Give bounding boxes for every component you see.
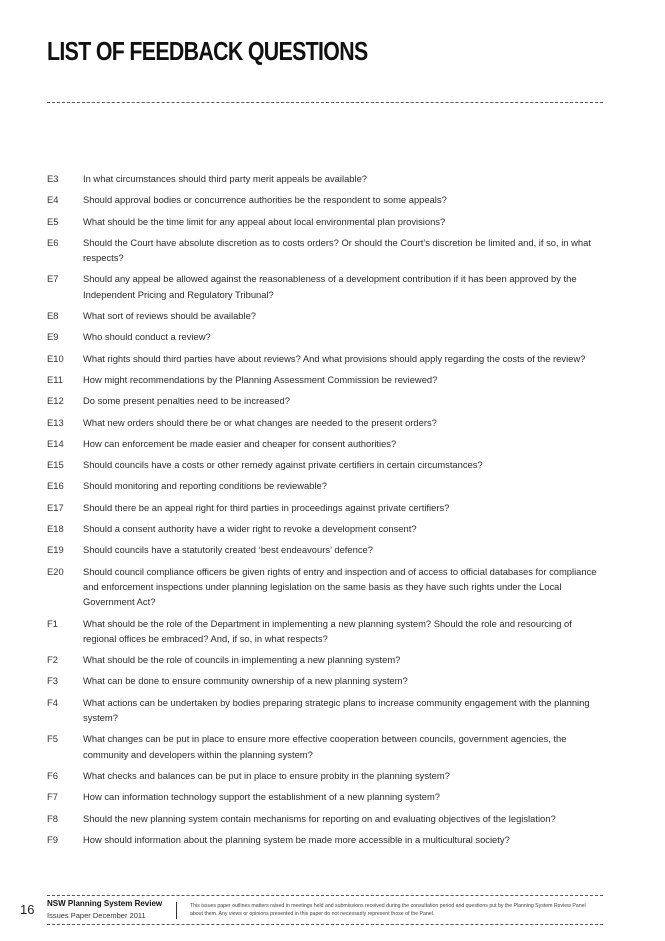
question-code: F5 xyxy=(47,733,58,745)
question-text: Do some present penalties need to be increased? xyxy=(83,395,290,407)
question-text: Should the new planning system contain mechanisms for reporting on and evaluating objectives of the legislation? xyxy=(83,812,556,824)
question-text: How might recommendations by the Planning Assessment Commission be reviewed? xyxy=(83,373,438,385)
question-item xyxy=(47,521,603,536)
question-code: E20 xyxy=(47,565,64,577)
question-item xyxy=(47,235,603,266)
question-item xyxy=(47,478,603,493)
question-list xyxy=(47,171,603,853)
question-text: What sort of reviews should be available? xyxy=(83,310,257,322)
question-text: Should any appeal be allowed against the reasonableness of a development contribution if it has been approved by the Independent Pricing and Regulatory Tribunal? xyxy=(83,273,577,300)
question-text: Should councils have a statutorily created ‘best endeavours’ defence? xyxy=(83,544,373,556)
question-text: What changes can be put in place to ensure more effective cooperation between councils, government agencies, the community and developers within the planning system? xyxy=(83,733,567,760)
question-text: In what circumstances should third party merit appeals be available? xyxy=(83,173,368,184)
question-item xyxy=(47,500,603,515)
question-text: Should councils have a costs or other remedy against private certifiers in certain circumstances? xyxy=(83,459,483,471)
question-text: Should approval bodies or concurrence authorities be the respondent to some appeals? xyxy=(83,194,447,206)
question-code: E15 xyxy=(47,459,64,471)
page-title: LIST OF FEEDBACK QUESTIONS xyxy=(47,36,368,66)
question-text: How can information technology support the establishment of a new planning system? xyxy=(83,791,440,803)
question-text: How can enforcement be made easier and cheaper for consent authorities? xyxy=(83,437,397,449)
question-text: Should the Court have absolute discretion as to costs orders? Or should the Court’s discretion be limited and, if so, in what respects? xyxy=(83,236,591,264)
question-code: E8 xyxy=(47,310,59,322)
question-item xyxy=(47,768,603,783)
question-item xyxy=(47,832,603,847)
question-code: F2 xyxy=(47,654,58,666)
question-code: F3 xyxy=(47,675,58,687)
question-item xyxy=(47,329,603,344)
question-item xyxy=(47,457,603,472)
question-code: E7 xyxy=(47,273,59,285)
question-text: What new orders should there be or what changes are needed to the present orders? xyxy=(83,416,437,428)
question-item xyxy=(47,789,603,804)
question-text: Should council compliance officers be given rights of entry and inspection and of access to official databases for compliance and enforcement inspections under planning legislation on the same basis as they have such rights under the Local Government Act? xyxy=(83,565,597,608)
question-code: E4 xyxy=(47,194,59,206)
question-item xyxy=(47,673,603,688)
question-code: E3 xyxy=(47,173,59,184)
question-item xyxy=(47,652,603,667)
question-text: What checks and balances can be put in place to ensure probity in the planning system? xyxy=(83,769,450,781)
question-code: E14 xyxy=(47,437,64,449)
question-code: E12 xyxy=(47,395,64,407)
question-item xyxy=(47,308,603,323)
footer-divider-top xyxy=(47,895,603,896)
question-code: F9 xyxy=(47,833,58,845)
question-code: E18 xyxy=(47,523,64,535)
publication-name: NSW Planning System Review xyxy=(47,899,163,908)
question-item xyxy=(47,393,603,408)
question-code: F8 xyxy=(47,812,58,824)
footer-separator xyxy=(176,902,177,919)
question-text: What should be the role of the Department in implementing a new planning system? Should the role and resourcing of regional offices be embraced? And, if so, in what respects? xyxy=(83,617,572,644)
footer-divider-bottom xyxy=(47,924,603,925)
question-code: E17 xyxy=(47,501,64,513)
question-text: What should be the time limit for any appeal about local environmental plan provisions? xyxy=(83,215,446,227)
title-divider xyxy=(47,102,603,103)
question-code: E9 xyxy=(47,331,59,343)
question-item xyxy=(47,542,603,557)
question-code: E11 xyxy=(47,373,63,385)
question-code: F4 xyxy=(47,696,58,708)
question-code: E10 xyxy=(47,352,64,364)
question-item xyxy=(47,695,603,726)
question-code: F6 xyxy=(47,769,58,781)
question-code: E19 xyxy=(47,544,64,556)
question-item xyxy=(47,192,603,207)
question-code: E6 xyxy=(47,236,59,248)
question-item xyxy=(47,214,603,229)
question-text: Should monitoring and reporting conditions be reviewable? xyxy=(83,480,327,492)
question-text: What rights should third parties have about reviews? And what provisions should apply regarding the costs of the review? xyxy=(83,352,586,364)
question-text: How should information about the planning system be made more accessible in a multicultural society? xyxy=(83,833,510,845)
question-text: What can be done to ensure community ownership of a new planning system? xyxy=(83,675,408,687)
publication-issue: Issues Paper December 2011 xyxy=(47,911,146,920)
footer-disclaimer: This issues paper outlines matters raised in meetings held and submissions received during the consultation period and questions put by the Planning System Review Panel about them. Any views or opinions presented in this paper do not necessarily represent those of the Panel. xyxy=(190,903,586,917)
question-code: E13 xyxy=(47,416,64,428)
question-text: What actions can be undertaken by bodies preparing strategic plans to increase community engagement with the planning system? xyxy=(83,696,590,724)
question-item xyxy=(47,811,603,826)
question-item xyxy=(47,564,603,610)
question-code: F1 xyxy=(47,617,58,629)
question-item xyxy=(47,436,603,451)
question-text: Should a consent authority have a wider right to revoke a development consent? xyxy=(83,523,417,535)
question-code: E5 xyxy=(47,215,59,227)
question-text: Who should conduct a review? xyxy=(83,331,211,343)
question-text: Should there be an appeal right for third parties in proceedings against private certifiers? xyxy=(83,501,450,513)
page-number: 16 xyxy=(20,902,35,917)
question-item xyxy=(47,351,603,366)
question-item xyxy=(47,171,603,186)
question-text: What should be the role of councils in implementing a new planning system? xyxy=(83,654,401,666)
question-item xyxy=(47,731,603,762)
question-item xyxy=(47,415,603,430)
question-code: F7 xyxy=(47,791,58,803)
question-item xyxy=(47,271,603,302)
question-item xyxy=(47,616,603,647)
question-code: E16 xyxy=(47,480,64,492)
question-item xyxy=(47,372,603,387)
